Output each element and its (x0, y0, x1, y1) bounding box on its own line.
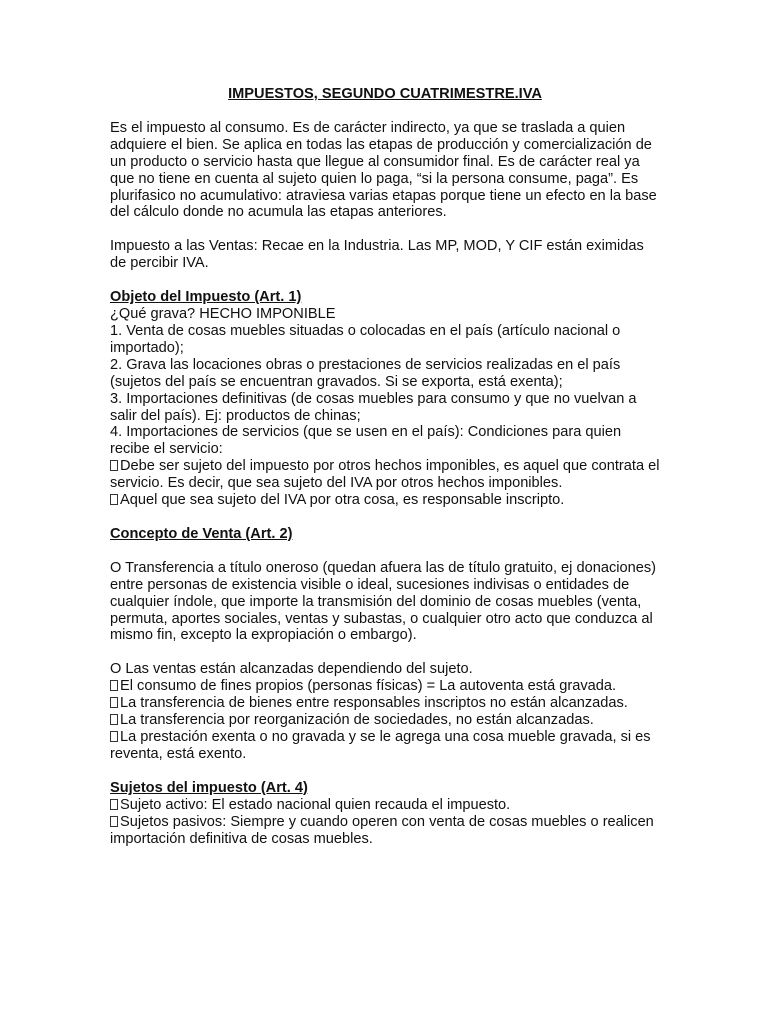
objeto-bullet-text: Debe ser sujeto del impuesto por otros hechos imponibles, es aquel que contrata el servicio. Es decir, que sea sujeto del IVA por otros hechos imponibles. (110, 458, 660, 492)
ventas-paragraph: Impuesto a las Ventas: Recae en la Industria. Las MP, MOD, Y CIF están eximidas de percibir IVA. (110, 238, 644, 272)
bullet-box-icon (110, 714, 118, 725)
objeto-item: 2. Grava las locaciones obras o prestaciones de servicios realizadas en el país (sujetos del país se encuentran gravados. Si se exporta, está exenta); (110, 356, 621, 390)
objeto-heading: Objeto del Impuesto (Art. 1) (110, 289, 302, 306)
venta-heading: Concepto de Venta (Art. 2) (110, 525, 293, 542)
venta-paragraph-2: O Las ventas están alcanzadas dependiendo del sujeto. (110, 661, 473, 678)
bullet-box-icon (110, 494, 118, 505)
venta-bullet (110, 729, 660, 763)
sujetos-section (110, 780, 660, 848)
bullet-box-icon (110, 816, 118, 827)
bullet-box-icon (110, 731, 118, 742)
venta-bullet-text: La transferencia de bienes entre responsables inscriptos no están alcanzadas. (120, 695, 628, 712)
venta-bullet-text: El consumo de fines propios (personas físicas) = La autoventa está gravada. (120, 678, 617, 695)
venta-bullet (110, 695, 660, 712)
bullet-box-icon (110, 697, 118, 708)
venta-bullet (110, 678, 660, 695)
venta-section (110, 526, 660, 763)
objeto-bullet (110, 492, 660, 509)
objeto-bullet (110, 458, 660, 492)
intro-paragraph: Es el impuesto al consumo. Es de carácter indirecto, ya que se traslada a quien adquiere el bien. Se aplica en todas las etapas de producción y comercialización de un producto o servicio hasta que llegue al consumidor final. Es de carácter real ya que no tiene en cuenta al sujeto quien lo paga, “si la persona consume, paga”. Es plurifasico no acumulativo: atraviesa varias etapas porque tiene un efecto en la base del cálculo donde no acumula las etapas anteriores. (110, 119, 657, 221)
objeto-item: 4. Importaciones de servicios (que se usen en el país): Condiciones para quien recibe el servicio: (110, 424, 622, 458)
venta-bullet (110, 712, 660, 729)
document-title: IMPUESTOS, SEGUNDO CUATRIMESTRE.IVA (228, 86, 542, 102)
sujetos-heading: Sujetos del impuesto (Art. 4) (110, 779, 308, 796)
sujetos-bullet (110, 814, 660, 848)
venta-bullet-text: La prestación exenta o no gravada y se le agrega una cosa mueble gravada, si es reventa, está exento. (110, 729, 651, 762)
sujetos-bullet-text: Sujetos pasivos: Siempre y cuando operen con venta de cosas muebles o realicen importación definitiva de cosas muebles. (110, 813, 654, 847)
document-page (110, 86, 660, 847)
bullet-box-icon (110, 799, 118, 810)
objeto-question: ¿Qué grava? HECHO IMPONIBLE (110, 306, 336, 323)
objeto-bullet-text: Aquel que sea sujeto del IVA por otra cosa, es responsable inscripto. (120, 492, 565, 509)
sujetos-bullet (110, 797, 660, 814)
sujetos-bullet-text: Sujeto activo: El estado nacional quien recauda el impuesto. (120, 796, 511, 813)
venta-paragraph: O Transferencia a título oneroso (quedan afuera las de título gratuito, ej donaciones) entre personas de existencia visible o ideal, sucesiones indivisas o entidades de cualquier índole, que importe la transmisión del dominio de cosas muebles (venta, permuta, aportes sociales, ventas y subastas, o cualquier otro acto que conduzca al mismo fin, excepto la expropiación o embargo). (110, 559, 656, 644)
objeto-item: 1. Venta de cosas muebles situadas o colocadas en el país (artículo nacional o importado); (110, 322, 621, 356)
bullet-box-icon (110, 680, 118, 691)
bullet-box-icon (110, 460, 118, 471)
objeto-section (110, 289, 660, 509)
venta-bullet-text: La transferencia por reorganización de sociedades, no están alcanzadas. (120, 712, 594, 729)
objeto-item: 3. Importaciones definitivas (de cosas muebles para consumo y que no vuelvan a salir del país). Ej: productos de chinas; (110, 390, 637, 424)
